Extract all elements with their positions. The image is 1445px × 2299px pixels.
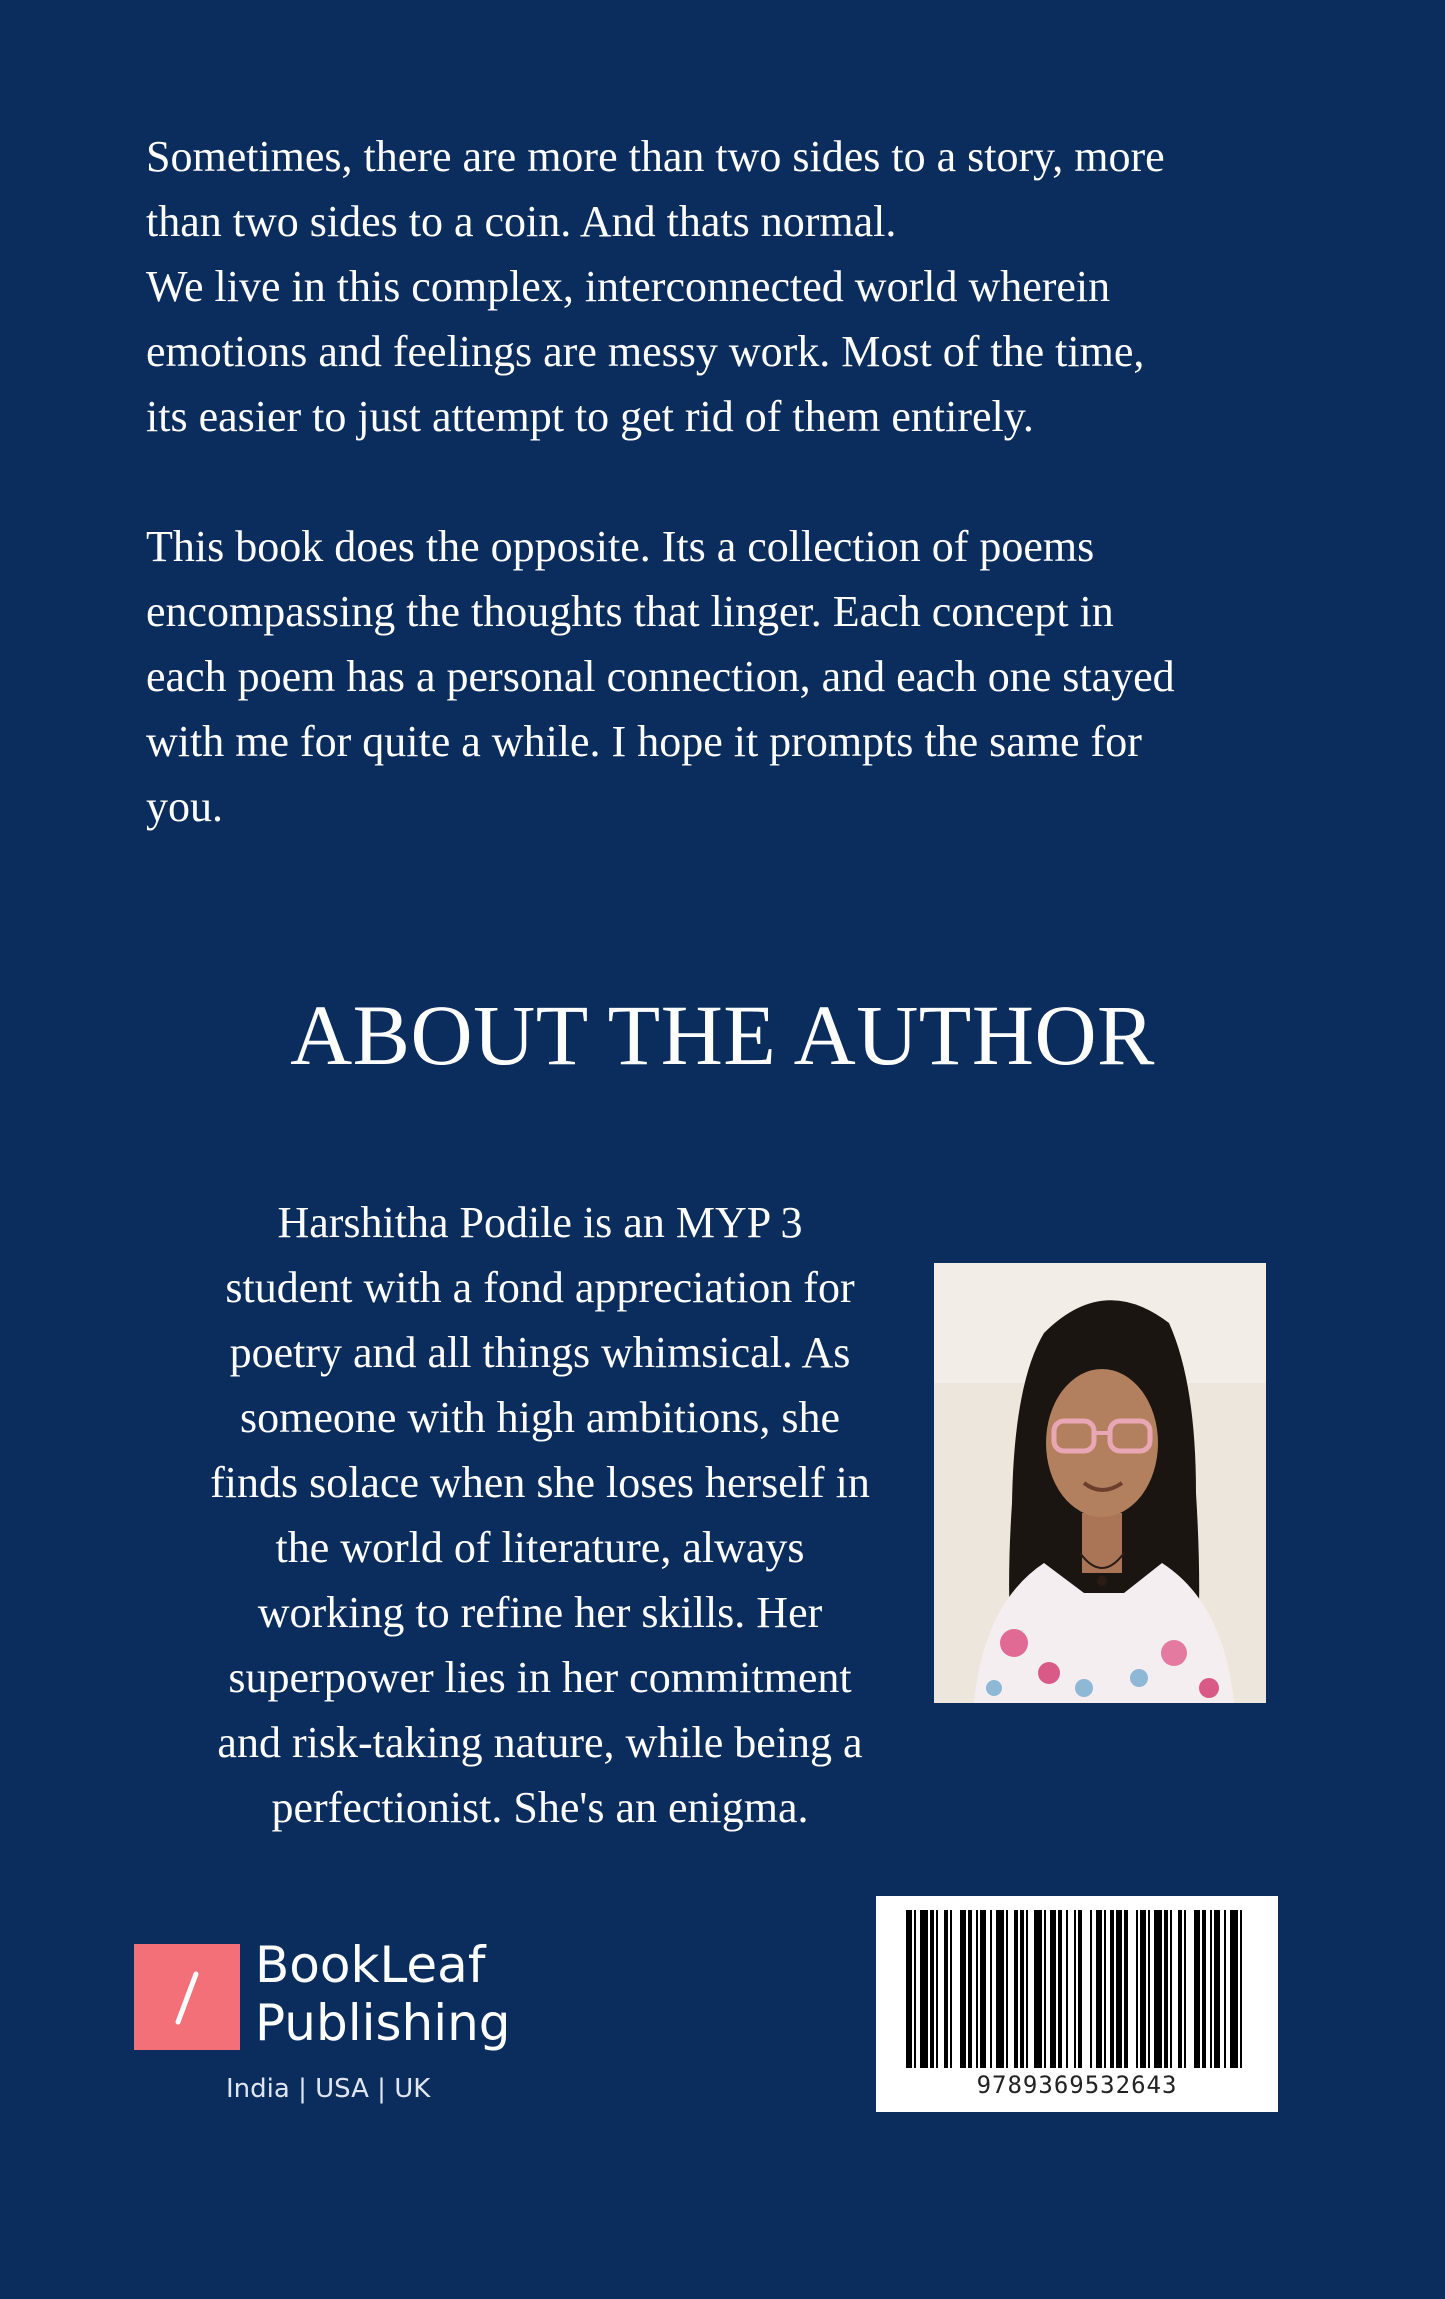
barcode-bar: [1096, 1910, 1102, 2068]
barcode-bar: [990, 1910, 992, 2068]
barcode-bar: [968, 1910, 972, 2068]
barcode-bar: [1210, 1910, 1212, 2068]
barcode-bar: [1034, 1910, 1042, 2068]
bio-line: working to refine her skills. Her: [257, 1588, 823, 1637]
bio-line: finds solace when she loses herself in: [210, 1458, 870, 1507]
barcode-bar: [1240, 1910, 1242, 2068]
blurb-line: We live in this complex, interconnected world wherein: [146, 262, 1111, 311]
author-photo: [934, 1263, 1266, 1703]
publisher-logo: [134, 1936, 554, 2114]
barcode-bar: [930, 1910, 934, 2068]
barcode-bar: [1074, 1910, 1076, 2068]
publisher-regions: India | USA | UK: [226, 2074, 431, 2104]
blurb-line: This book does the opposite. Its a collection of poems: [146, 522, 1095, 571]
paragraph-gap: [146, 449, 1326, 514]
bio-line: Harshitha Podile is an MYP 3: [277, 1198, 803, 1247]
barcode-bar: [1214, 1910, 1220, 2068]
barcode-bar: [1104, 1910, 1106, 2068]
barcode-bar: [1090, 1910, 1092, 2068]
bio-line: superpower lies in her commitment: [228, 1653, 852, 1702]
barcode-bar: [1026, 1910, 1028, 2068]
barcode-bar: [1014, 1910, 1018, 2068]
publisher-name-line-1: BookLeaf: [255, 1936, 486, 1994]
barcode-bar: [1136, 1910, 1138, 2068]
barcode-bar: [1116, 1910, 1122, 2068]
barcode-bar: [1058, 1910, 1062, 2068]
blurb-line: each poem has a personal connection, and each one stayed: [146, 652, 1175, 701]
blurb-line: Sometimes, there are more than two sides to a story, more: [146, 132, 1165, 181]
barcode-bar: [1078, 1910, 1082, 2068]
barcode-bar: [976, 1910, 978, 2068]
barcode-bar: [906, 1910, 912, 2068]
author-portrait-illustration: [934, 1263, 1266, 1703]
blurb-line: with me for quite a while. I hope it prompts the same for: [146, 717, 1142, 766]
barcode-bar: [1224, 1910, 1226, 2068]
barcode-bar: [1006, 1910, 1008, 2068]
publisher-name-line-2: Publishing: [255, 1994, 511, 2052]
publisher-name: [255, 1936, 511, 2052]
about-the-author-heading: ABOUT THE AUTHOR: [290, 987, 1155, 1083]
blurb: [146, 124, 1326, 839]
barcode-bar: [1066, 1910, 1068, 2068]
barcode-bar: [996, 1910, 1004, 2068]
barcode-bar: [1154, 1910, 1162, 2068]
barcode-bar: [944, 1910, 948, 2068]
blurb-line: emotions and feelings are messy work. Most of the time,: [146, 327, 1145, 376]
barcode-bar: [1140, 1910, 1146, 2068]
blurb-line: you.: [146, 782, 223, 831]
blurb-line: its easier to just attempt to get rid of them entirely.: [146, 392, 1034, 441]
slash-icon: [134, 1944, 240, 2050]
barcode-bar: [980, 1910, 986, 2068]
bio-line: and risk-taking nature, while being a: [217, 1718, 863, 1767]
barcode-bar: [960, 1910, 966, 2068]
bio-line: poetry and all things whimsical. As: [229, 1328, 851, 1377]
isbn-barcode: [876, 1896, 1278, 2112]
bio-line: the world of literature, always: [275, 1523, 805, 1572]
barcode-bar: [1110, 1910, 1114, 2068]
bio-line: someone with high ambitions, she: [239, 1393, 841, 1442]
barcode-bar: [1178, 1910, 1182, 2068]
barcode-bar: [1230, 1910, 1238, 2068]
barcode-bar: [920, 1910, 928, 2068]
isbn-number: 9789369532643: [976, 2071, 1178, 2099]
barcode-bar: [1194, 1910, 1200, 2068]
barcode-bar: [1148, 1910, 1150, 2068]
barcode-bar: [1124, 1910, 1128, 2068]
barcode-bar: [1184, 1910, 1186, 2068]
author-bio: [150, 1190, 930, 1840]
blurb-paragraph-2: [146, 514, 1326, 839]
barcode-bar: [1164, 1910, 1168, 2068]
barcode-bar: [1170, 1910, 1172, 2068]
barcode-bar: [1202, 1910, 1206, 2068]
bio-line: student with a fond appreciation for: [225, 1263, 855, 1312]
blurb-line: encompassing the thoughts that linger. Each concept in: [146, 587, 1114, 636]
barcode-bar: [936, 1910, 938, 2068]
barcode-bar: [1050, 1910, 1056, 2068]
blurb-paragraph-1: [146, 124, 1326, 449]
barcode-bar: [914, 1910, 916, 2068]
barcode-bar: [1044, 1910, 1046, 2068]
barcode-bar: [1020, 1910, 1024, 2068]
barcode-bar: [950, 1910, 952, 2068]
blurb-line: than two sides to a coin. And thats normal.: [146, 197, 897, 246]
bio-line: perfectionist. She's an enigma.: [271, 1783, 809, 1832]
